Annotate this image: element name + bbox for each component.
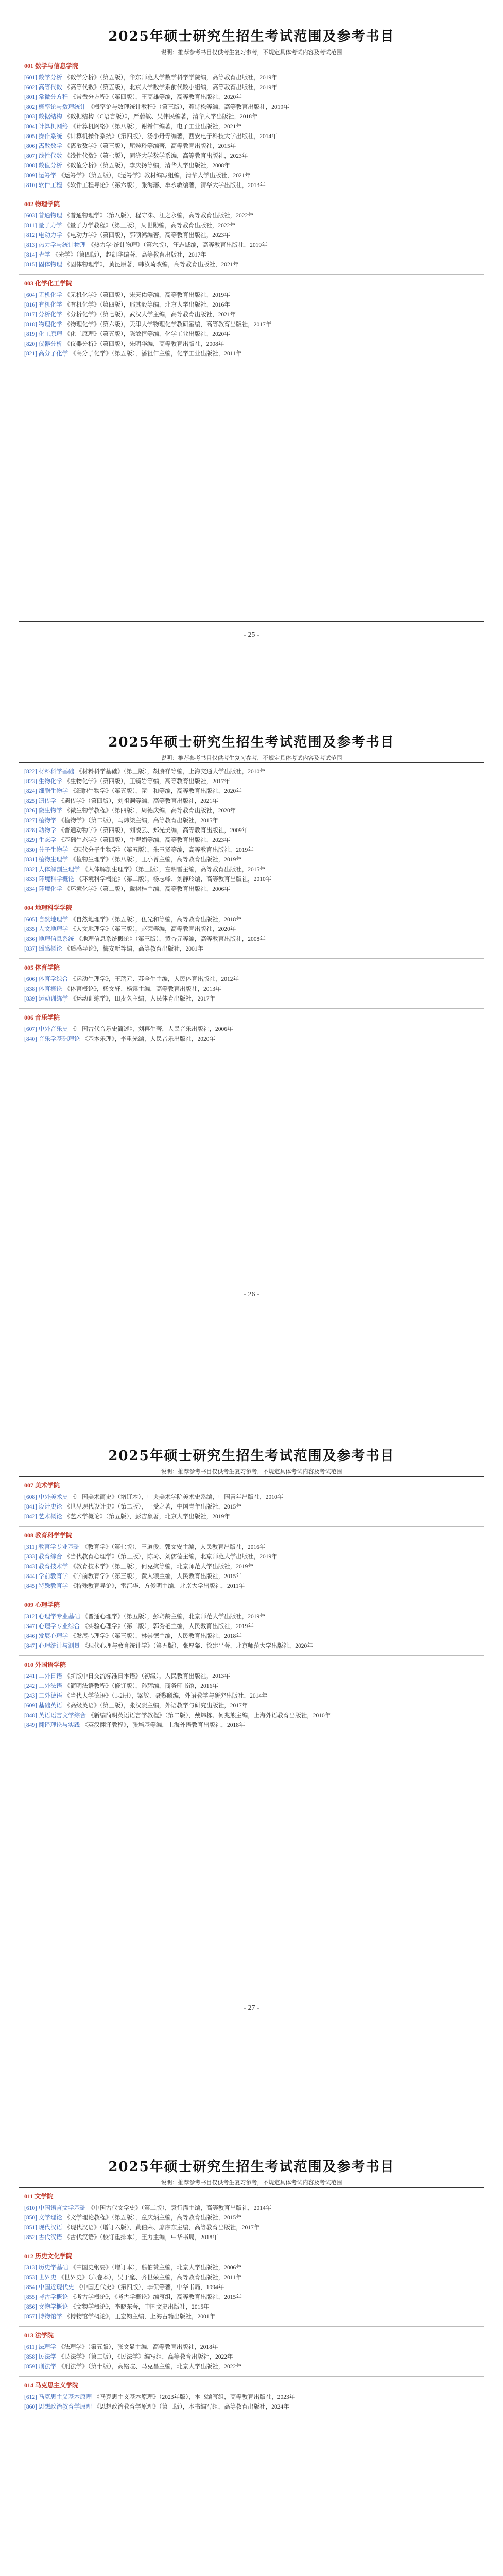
course-code: [857] 博物馆学 bbox=[24, 2314, 62, 2320]
reference-text: 《中国近代史》（第四版），李侃等著，中华书局，1994年 bbox=[76, 2284, 224, 2291]
reference-item bbox=[24, 83, 479, 93]
course-code: [860] 思想政治教育学原理 bbox=[24, 2404, 92, 2410]
course-code: [333] 教育综合 bbox=[24, 1554, 62, 1560]
course-code: [612] 马克思主义基本原理 bbox=[24, 2394, 92, 2400]
course-code: [607] 中外音乐史 bbox=[24, 1026, 68, 1032]
reference-section bbox=[19, 195, 484, 275]
reference-text: 《教育技术学》（第三版），何克抗等编，北京师范大学出版社，2019年 bbox=[70, 1564, 254, 1570]
reference-text: 《世界史》（六卷本），吴于廑、齐世荣主编，高等教育出版社，2011年 bbox=[58, 2275, 242, 2281]
reference-item bbox=[24, 93, 479, 103]
section-heading: 002 物理学院 bbox=[24, 200, 60, 208]
course-code: [838] 体育概论 bbox=[24, 986, 62, 992]
reference-text: 《体育概论》，杨文轩、杨霆主编，高等教育出版社，2013年 bbox=[64, 986, 221, 992]
course-code: [851] 现代汉语 bbox=[24, 2225, 62, 2231]
course-code: [824] 细胞生物学 bbox=[24, 788, 68, 794]
reference-item bbox=[24, 1502, 479, 1512]
reference-text: 《植物学》（第二版），马炜梁主编，高等教育出版社，2015年 bbox=[58, 818, 218, 824]
reference-section bbox=[19, 899, 484, 959]
course-code: [834] 环境化学 bbox=[24, 886, 62, 892]
reference-item bbox=[24, 103, 479, 112]
reference-item bbox=[24, 231, 479, 241]
reference-text: 《思想政治教育学原理》（第三版），本书编写组，高等教育出版社，2024年 bbox=[94, 2404, 289, 2410]
reference-item bbox=[24, 935, 479, 944]
reference-item bbox=[24, 112, 479, 122]
reference-item bbox=[24, 944, 479, 954]
reference-section bbox=[19, 959, 484, 1009]
course-code: [847] 心理统计与测量 bbox=[24, 1643, 80, 1649]
page-subtitle: 说明：推荐参考书目仅供考生复习参考，不规定具体考试内容及考试范围 bbox=[161, 2180, 342, 2186]
document-page-2 bbox=[0, 721, 503, 762]
reference-text: 《教育学》（第七版），王道俊、郭文安主编，人民教育出版社，2016年 bbox=[81, 1544, 266, 1550]
references-frame-3 bbox=[19, 1476, 484, 1997]
reference-text: 《材料科学基础》（第三版），胡赓祥等编，上海交通大学出版社，2010年 bbox=[76, 769, 266, 775]
course-code: [311] 教育学专业基础 bbox=[24, 1544, 80, 1550]
reference-text: 《数值分析》（第五版），李庆扬等编，清华大学出版社，2008年 bbox=[64, 163, 230, 169]
course-code: [312] 心理学专业基础 bbox=[24, 1614, 80, 1620]
reference-text: 《无机化学》（第四版），宋天佑等编，高等教育出版社，2019年 bbox=[64, 292, 230, 298]
reference-item bbox=[24, 122, 479, 132]
reference-text: 《概率论与数理统计教程》（第三版），茆诗松等编，高等教育出版社，2019年 bbox=[88, 104, 289, 110]
reference-text: 《博物馆学概论》，王宏钧主编，上海古籍出版社，2001年 bbox=[64, 2314, 216, 2320]
reference-text: 《民法学》（第二版），《民法学》编写组，高等教育出版社，2022年 bbox=[58, 2354, 233, 2360]
section-heading: 008 教育科学学院 bbox=[24, 1532, 73, 1539]
section-heading: 012 历史文化学院 bbox=[24, 2252, 73, 2260]
course-code: [815] 固体物理 bbox=[24, 262, 62, 268]
reference-item bbox=[24, 2223, 479, 2233]
reference-text: 《光学》（第四版），赵凯华编著，高等教育出版社，2017年 bbox=[52, 252, 206, 258]
reference-text: 《生物化学》（第四版），王镜岩等编，高等教育出版社，2017年 bbox=[64, 778, 230, 785]
page-number: - 27 - bbox=[244, 2004, 259, 2012]
course-code: [827] 植物学 bbox=[24, 818, 57, 824]
reference-item bbox=[24, 260, 479, 270]
section-heading: 010 外国语学院 bbox=[24, 1661, 66, 1668]
course-code: [807] 线性代数 bbox=[24, 153, 62, 159]
course-code: [818] 物理化学 bbox=[24, 321, 62, 328]
page-number: - 25 - bbox=[244, 631, 259, 639]
reference-text: 《数学分析》（第五版），华东师范大学数学科学学院编，高等教育出版社，2019年 bbox=[64, 75, 277, 81]
reference-item bbox=[24, 1691, 479, 1701]
course-code: [852] 古代汉语 bbox=[24, 2234, 62, 2241]
course-code: [819] 化工原理 bbox=[24, 331, 62, 337]
reference-item bbox=[24, 816, 479, 826]
reference-item bbox=[24, 2283, 479, 2293]
reference-item bbox=[24, 1572, 479, 1582]
course-code: [809] 运筹学 bbox=[24, 173, 57, 179]
reference-item bbox=[24, 142, 479, 151]
reference-item bbox=[24, 340, 479, 349]
course-code: [826] 微生物学 bbox=[24, 808, 62, 814]
reference-section bbox=[19, 57, 484, 195]
reference-text: 《分析化学》（第七版），武汉大学主编，高等教育出版社，2021年 bbox=[64, 312, 236, 318]
document-page-1 bbox=[0, 15, 503, 56]
reference-section bbox=[19, 763, 484, 899]
reference-text: 《运动训练学》，田麦久主编，人民体育出版社，2017年 bbox=[70, 996, 216, 1002]
course-code: [805] 操作系统 bbox=[24, 133, 62, 140]
document-page-3 bbox=[0, 1435, 503, 1476]
reference-section bbox=[19, 1009, 484, 1048]
reference-text: 《计算机操作系统》（第四版），汤小丹等编著，西安电子科技大学出版社，2014年 bbox=[64, 133, 277, 140]
reference-text: 《普通心理学》（第五版），彭聃龄主编，北京师范大学出版社，2019年 bbox=[82, 1614, 266, 1620]
section-heading: 014 马克思主义学院 bbox=[24, 2382, 79, 2389]
reference-text: 《高分子化学》（第五版），潘祖仁主编，化学工业出版社，2011年 bbox=[70, 351, 242, 357]
document-page-4 bbox=[0, 2146, 503, 2187]
reference-item bbox=[24, 291, 479, 300]
section-heading: 007 美术学院 bbox=[24, 1482, 60, 1489]
reference-text: 《普通动物学》（第四版），刘凌云、郑光美编，高等教育出版社，2009年 bbox=[58, 827, 248, 834]
reference-text: 《软件工程导论》（第六版），张海藩、牟永敏编著，清华大学出版社，2013年 bbox=[64, 182, 266, 189]
course-code: [848] 英语语言文学综合 bbox=[24, 1713, 86, 1719]
reference-text: 《法理学》（第五版），张文显主编，高等教育出版社，2018年 bbox=[58, 2344, 218, 2350]
reference-text: 《当代教育心理学》（第三版），陈琦、刘儒德主编，北京师范大学出版社，2019年 bbox=[64, 1554, 277, 1560]
page-subtitle: 说明：推荐参考书目仅供考生复习参考，不规定具体考试内容及考试范围 bbox=[161, 755, 342, 761]
reference-text: 《刑法学》（第十版），高铭暄、马克昌主编，北京大学出版社，2022年 bbox=[58, 2364, 242, 2370]
page-title: 2025年硕士研究生招生考试范围及参考书目 bbox=[108, 2159, 395, 2175]
reference-text: 《细胞生物学》（第五版），翟中和等编，高等教育出版社，2020年 bbox=[70, 788, 242, 794]
reference-item bbox=[24, 181, 479, 191]
reference-section bbox=[19, 1527, 484, 1596]
reference-item bbox=[24, 1562, 479, 1572]
reference-section bbox=[19, 1656, 484, 1735]
course-code: [812] 电动力学 bbox=[24, 232, 62, 239]
reference-text: 《基本乐理》，李重光编，人民音乐出版社，2020年 bbox=[82, 1036, 216, 1042]
course-code: [833] 环境科学概论 bbox=[24, 876, 74, 883]
course-code: [817] 分析化学 bbox=[24, 312, 62, 318]
reference-text: 《环境化学》（第二版），戴树桂主编，高等教育出版社，2006年 bbox=[64, 886, 230, 892]
course-code: [243] 二外德语 bbox=[24, 1693, 62, 1699]
course-code: [806] 离散数学 bbox=[24, 143, 62, 149]
reference-text: 《线性代数》（第七版），同济大学数学系编，高等教育出版社，2023年 bbox=[64, 153, 248, 159]
reference-section bbox=[19, 2188, 484, 2247]
course-code: [825] 遗传学 bbox=[24, 798, 57, 804]
reference-item bbox=[24, 2362, 479, 2372]
reference-text: 《现代心理与教育统计学》（第五版），张厚粲、徐建平著，北京师范大学出版社，2020年 bbox=[82, 1643, 313, 1649]
reference-text: 《量子力学教程》（第三版），周世勋编，高等教育出版社，2022年 bbox=[64, 223, 236, 229]
page-subtitle: 说明：推荐参考书目仅供考生复习参考，不规定具体考试内容及考试范围 bbox=[161, 49, 342, 56]
reference-text: 《中国古代音乐史简述》，刘再生著，人民音乐出版社，2006年 bbox=[70, 1026, 233, 1032]
course-code: [830] 分子生物学 bbox=[24, 847, 68, 853]
section-heading: 006 音乐学院 bbox=[24, 1014, 60, 1021]
page-title: 2025年硕士研究生招生考试范围及参考书目 bbox=[108, 735, 395, 750]
course-code: [846] 发展心理学 bbox=[24, 1633, 68, 1639]
reference-item bbox=[24, 855, 479, 865]
references-frame-1 bbox=[19, 57, 484, 622]
reference-text: 《新版中日交流标准日本语》（初级），人民教育出版社，2013年 bbox=[64, 1673, 230, 1680]
reference-item bbox=[24, 1672, 479, 1682]
course-code: [820] 仪器分析 bbox=[24, 341, 62, 347]
course-code: [602] 高等代数 bbox=[24, 84, 62, 91]
course-code: [832] 人体解剖生理学 bbox=[24, 867, 80, 873]
course-code: [242] 二外法语 bbox=[24, 1683, 62, 1689]
reference-item bbox=[24, 1512, 479, 1522]
reference-item bbox=[24, 1711, 479, 1721]
reference-item bbox=[24, 1552, 479, 1562]
reference-item bbox=[24, 2352, 479, 2362]
course-code: [843] 教育技术学 bbox=[24, 1564, 68, 1570]
course-code: [829] 生态学 bbox=[24, 837, 57, 843]
reference-text: 《计算机网络》（第八版），谢希仁编著，电子工业出版社，2021年 bbox=[70, 124, 242, 130]
reference-item bbox=[24, 1682, 479, 1691]
course-code: [811] 量子力学 bbox=[24, 223, 62, 229]
reference-section bbox=[19, 1477, 484, 1527]
course-code: [601] 数学分析 bbox=[24, 75, 62, 81]
reference-text: 《运筹学》（第五版），《运筹学》教材编写组编，清华大学出版社，2021年 bbox=[58, 173, 251, 179]
reference-item bbox=[24, 2273, 479, 2283]
course-code: [823] 生物化学 bbox=[24, 778, 62, 785]
reference-item bbox=[24, 300, 479, 310]
course-code: [837] 遥感概论 bbox=[24, 946, 62, 952]
course-code: [605] 自然地理学 bbox=[24, 917, 68, 923]
reference-text: 《中国古代文学史》（第二版），袁行霈主编，高等教育出版社，2014年 bbox=[88, 2205, 272, 2211]
reference-text: 《发展心理学》（第三版），林崇德主编，人民教育出版社，2018年 bbox=[70, 1633, 242, 1639]
reference-text: 《物理化学》（第六版），天津大学物理化学教研室编，高等教育出版社，2017年 bbox=[64, 321, 272, 328]
course-code: [816] 有机化学 bbox=[24, 302, 62, 308]
reference-item bbox=[24, 211, 479, 221]
reference-item bbox=[24, 1612, 479, 1622]
reference-item bbox=[24, 865, 479, 875]
course-code: [835] 人文地理学 bbox=[24, 926, 68, 933]
reference-item bbox=[24, 836, 479, 845]
reference-text: 《考古学概论》，《考古学概论》编写组，高等教育出版社，2015年 bbox=[70, 2294, 242, 2300]
reference-item bbox=[24, 310, 479, 320]
page-subtitle: 说明：推荐参考书目仅供考生复习参考，不规定具体考试内容及考试范围 bbox=[161, 1469, 342, 1475]
reference-item bbox=[24, 1641, 479, 1651]
reference-item bbox=[24, 320, 479, 330]
course-code: [858] 民法学 bbox=[24, 2354, 57, 2360]
reference-item bbox=[24, 221, 479, 231]
reference-text: 《高级英语》（第三版），张汉熙主编，外语教学与研究出版社，2017年 bbox=[64, 1703, 248, 1709]
course-code: [844] 学前教育学 bbox=[24, 1573, 68, 1580]
reference-text: 《实验心理学》（第二版），郭秀艳主编，人民教育出版社，2019年 bbox=[82, 1623, 254, 1630]
reference-item bbox=[24, 349, 479, 359]
reference-text: 《英汉翻译教程》，张培基等编，上海外语教育出版社，2018年 bbox=[82, 1722, 245, 1728]
reference-item bbox=[24, 1701, 479, 1711]
section-heading: 013 法学院 bbox=[24, 2332, 54, 2339]
reference-item bbox=[24, 151, 479, 161]
reference-section bbox=[19, 2327, 484, 2377]
reference-item bbox=[24, 994, 479, 1004]
reference-item bbox=[24, 1493, 479, 1502]
reference-text: 《中国美术简史》（增订本），中央美术学院美术史系编，中国青年出版社，2010年 bbox=[70, 1494, 284, 1500]
course-code: [610] 中国语言文学基础 bbox=[24, 2205, 86, 2211]
course-code: [842] 艺术概论 bbox=[24, 1514, 62, 1520]
reference-text: 《现代汉语》（增订六版），黄伯荣、廖序东主编，高等教育出版社，2017年 bbox=[64, 2225, 260, 2231]
reference-item bbox=[24, 845, 479, 855]
reference-item bbox=[24, 2302, 479, 2312]
reference-item bbox=[24, 1582, 479, 1591]
reference-text: 《离散数学》（第三版），屈婉玲等编著，高等教育出版社，2015年 bbox=[64, 143, 236, 149]
page-title: 2025年硕士研究生招生考试范围及参考书目 bbox=[108, 1448, 395, 1464]
reference-text: 《古代汉语》（校订重排本），王力主编，中华书局，2018年 bbox=[64, 2234, 218, 2241]
reference-item bbox=[24, 161, 479, 171]
course-code: [814] 光学 bbox=[24, 252, 50, 258]
reference-text: 《植物生理学》（第八版），王小菁主编，高等教育出版社，2019年 bbox=[70, 857, 242, 863]
reference-item bbox=[24, 1721, 479, 1731]
course-code: [803] 数据结构 bbox=[24, 114, 62, 120]
reference-item bbox=[24, 73, 479, 83]
references-frame-4 bbox=[19, 2187, 484, 2576]
section-heading: 004 地理科学学院 bbox=[24, 904, 73, 911]
reference-text: 《学前教育学》（第三版），黄人颂主编，人民教育出版社，2015年 bbox=[70, 1573, 242, 1580]
course-code: [836] 地理信息系统 bbox=[24, 936, 74, 942]
reference-section bbox=[19, 2377, 484, 2416]
reference-item bbox=[24, 806, 479, 816]
reference-item bbox=[24, 1025, 479, 1035]
reference-section bbox=[19, 275, 484, 363]
reference-item bbox=[24, 2312, 479, 2322]
course-code: [828] 动物学 bbox=[24, 827, 57, 834]
reference-text: 《热力学·统计物理》（第六版），汪志诚编，高等教育出版社，2019年 bbox=[88, 242, 268, 248]
reference-item bbox=[24, 2263, 479, 2273]
reference-text: 《文物学概论》，李晓东著，中国文史出版社，2015年 bbox=[70, 2304, 210, 2310]
course-code: [853] 世界史 bbox=[24, 2275, 57, 2281]
section-heading: 003 化学化工学院 bbox=[24, 280, 73, 287]
reference-text: 《文学理论教程》（第五版），童庆炳主编，高等教育出版社，2015年 bbox=[64, 2215, 242, 2221]
course-code: [609] 基础英语 bbox=[24, 1703, 62, 1709]
reference-item bbox=[24, 2402, 479, 2412]
reference-item bbox=[24, 2393, 479, 2402]
course-code: [611] 法理学 bbox=[24, 2344, 56, 2350]
course-code: [802] 概率论与数理统计 bbox=[24, 104, 86, 110]
reference-text: 《仪器分析》（第四版），朱明华编，高等教育出版社，2008年 bbox=[64, 341, 224, 347]
course-code: [604] 无机化学 bbox=[24, 292, 62, 298]
reference-text: 《人文地理学》（第三版），赵荣等编，高等教育出版社，2020年 bbox=[70, 926, 236, 933]
course-code: [606] 体育学综合 bbox=[24, 976, 68, 982]
course-code: [855] 考古学概论 bbox=[24, 2294, 68, 2300]
reference-item bbox=[24, 2343, 479, 2352]
reference-text: 《艺术学概论》（第五版），彭吉象著，北京大学出版社，2019年 bbox=[64, 1514, 230, 1520]
course-code: [849] 翻译理论与实践 bbox=[24, 1722, 80, 1728]
reference-text: 《遗传学》（第四版），刘祖洞等编，高等教育出版社，2021年 bbox=[58, 798, 218, 804]
section-heading: 011 文学院 bbox=[24, 2193, 54, 2200]
reference-text: 《马克思主义基本原理》（2023年版），本书编写组，高等教育出版社，2023年 bbox=[94, 2394, 296, 2400]
course-code: [859] 刑法学 bbox=[24, 2364, 57, 2370]
reference-text: 《自然地理学》（第五版），伍光和等编，高等教育出版社，2018年 bbox=[70, 917, 242, 923]
reference-item bbox=[24, 2213, 479, 2223]
course-code: [850] 文学理论 bbox=[24, 2215, 62, 2221]
reference-item bbox=[24, 1543, 479, 1552]
reference-item bbox=[24, 925, 479, 935]
reference-text: 《简明法语教程》（修订版），孙辉编，商务印书馆，2016年 bbox=[64, 1683, 218, 1689]
reference-item bbox=[24, 915, 479, 925]
course-code: [313] 历史学基础 bbox=[24, 2265, 68, 2271]
reference-text: 《微生物学教程》（第四版），周德庆编，高等教育出版社，2020年 bbox=[64, 808, 236, 814]
reference-item bbox=[24, 2233, 479, 2243]
reference-text: 《常微分方程》（第四版），王高雄等编，高等教育出版社，2020年 bbox=[70, 94, 242, 100]
reference-text: 《基础生态学》（第四版），牛翠娟等编，高等教育出版社，2023年 bbox=[58, 837, 230, 843]
reference-text: 《运动生理学》，王瑞元、苏全生主编，人民体育出版社，2012年 bbox=[70, 976, 239, 982]
course-code: [608] 中外美术史 bbox=[24, 1494, 68, 1500]
reference-text: 《固体物理学》，黄昆原著，韩汝琦改编，高等教育出版社，2021年 bbox=[64, 262, 239, 268]
reference-section bbox=[19, 1596, 484, 1656]
page-number: - 26 - bbox=[244, 1291, 259, 1298]
course-code: [841] 设计史论 bbox=[24, 1504, 62, 1510]
reference-item bbox=[24, 975, 479, 985]
course-code: [845] 特殊教育学 bbox=[24, 1583, 68, 1589]
reference-text: 《当代大学德语》（1-2册），梁敏、聂黎曦编，外语教学与研究出版社，2014年 bbox=[64, 1693, 268, 1699]
reference-text: 《新编简明英语语言学教程》（第二版），戴炜栋、何兆熊主编，上海外语教育出版社，2010年 bbox=[88, 1713, 331, 1719]
reference-item bbox=[24, 132, 479, 142]
course-code: [804] 计算机网络 bbox=[24, 124, 68, 130]
section-heading: 001 数学与信息学院 bbox=[24, 62, 79, 70]
reference-text: 《遥感导论》，梅安新等编，高等教育出版社，2001年 bbox=[64, 946, 204, 952]
reference-text: 《普通物理学》（第八版），程守洙、江之永编，高等教育出版社，2022年 bbox=[64, 213, 254, 219]
course-code: [840] 音乐学基础理论 bbox=[24, 1036, 80, 1042]
reference-item bbox=[24, 171, 479, 181]
course-code: [856] 文物学概论 bbox=[24, 2304, 68, 2310]
course-code: [839] 运动训练学 bbox=[24, 996, 68, 1002]
reference-item bbox=[24, 875, 479, 885]
references-frame-2 bbox=[19, 762, 484, 1281]
reference-text: 《数据结构（C语言版）》，严蔚敏、吴伟民编著，清华大学出版社，2018年 bbox=[64, 114, 258, 120]
reference-text: 《地理信息系统概论》（第三版），黄杏元等编，高等教育出版社，2008年 bbox=[76, 936, 266, 942]
course-code: [810] 软件工程 bbox=[24, 182, 62, 189]
section-heading: 005 体育学院 bbox=[24, 964, 60, 971]
section-heading: 009 心理学院 bbox=[24, 1601, 60, 1608]
reference-item bbox=[24, 826, 479, 836]
course-code: [854] 中国近现代史 bbox=[24, 2284, 74, 2291]
reference-text: 《有机化学》（第四版），邢其毅等编，北京大学出版社，2016年 bbox=[64, 302, 230, 308]
reference-text: 《世界现代设计史》（第二版），王受之著，中国青年出版社，2015年 bbox=[64, 1504, 242, 1510]
reference-item bbox=[24, 1632, 479, 1641]
course-code: [603] 普通物理 bbox=[24, 213, 62, 219]
reference-item bbox=[24, 767, 479, 777]
reference-text: 《特殊教育导论》，雷江华、方俊明主编，北京大学出版社，2011年 bbox=[70, 1583, 245, 1589]
course-code: [801] 常微分方程 bbox=[24, 94, 68, 100]
reference-item bbox=[24, 2293, 479, 2302]
reference-text: 《环境科学概论》（第二版），杨志峰、刘静玲编，高等教育出版社，2010年 bbox=[76, 876, 272, 883]
course-code: [813] 热力学与统计物理 bbox=[24, 242, 86, 248]
reference-item bbox=[24, 2204, 479, 2213]
course-code: [822] 材料科学基础 bbox=[24, 769, 74, 775]
course-code: [241] 二外日语 bbox=[24, 1673, 62, 1680]
reference-item bbox=[24, 777, 479, 787]
course-code: [821] 高分子化学 bbox=[24, 351, 68, 357]
reference-item bbox=[24, 330, 479, 340]
course-code: [831] 植物生理学 bbox=[24, 857, 68, 863]
reference-text: 《人体解剖生理学》（第三版），左明雪主编，高等教育出版社，2015年 bbox=[82, 867, 266, 873]
reference-item bbox=[24, 241, 479, 250]
reference-item bbox=[24, 985, 479, 994]
reference-item bbox=[24, 787, 479, 796]
page-title: 2025年硕士研究生招生考试范围及参考书目 bbox=[108, 29, 395, 44]
reference-item bbox=[24, 885, 479, 894]
reference-text: 《高等代数》（第五版），北京大学数学系前代数小组编，高等教育出版社，2019年 bbox=[64, 84, 277, 91]
reference-text: 《电动力学》（第四版），郭硕鸿编著，高等教育出版社，2023年 bbox=[64, 232, 230, 239]
reference-item bbox=[24, 250, 479, 260]
course-code: [808] 数值分析 bbox=[24, 163, 62, 169]
reference-text: 《化工原理》（第五版），陈敏恒等编，化学工业出版社，2020年 bbox=[64, 331, 230, 337]
reference-item bbox=[24, 1035, 479, 1044]
reference-item bbox=[24, 1622, 479, 1632]
reference-text: 《中国史纲要》（增订本），翦伯赞主编，北京大学出版社，2006年 bbox=[70, 2265, 242, 2271]
reference-text: 《现代分子生物学》（第五版），朱玉贤等编，高等教育出版社，2019年 bbox=[70, 847, 254, 853]
course-code: [347] 心理学专业综合 bbox=[24, 1623, 80, 1630]
reference-section bbox=[19, 2247, 484, 2327]
reference-item bbox=[24, 796, 479, 806]
